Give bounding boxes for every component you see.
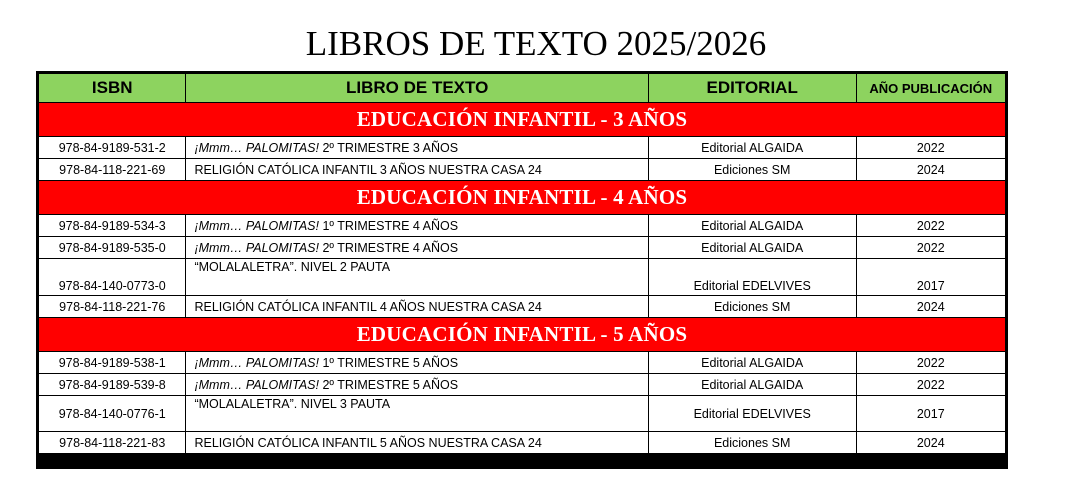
editorial-cell: Ediciones SM	[649, 159, 856, 180]
table-row	[39, 215, 1005, 236]
year-cell: 2022	[857, 215, 1005, 236]
table-row	[39, 396, 1005, 431]
table-row	[39, 237, 1005, 258]
title-italic: ¡Mmm… PALOMITAS!	[194, 240, 319, 255]
year-cell: 2024	[857, 296, 1005, 317]
books-table	[38, 73, 1006, 454]
table-row	[39, 432, 1005, 453]
title-text: 2º TRIMESTRE 5 AÑOS	[319, 377, 459, 392]
table-row	[39, 352, 1005, 373]
year-cell: 2017	[857, 259, 1005, 295]
title-cell	[186, 432, 647, 453]
title-cell	[186, 215, 647, 236]
title-cell	[186, 259, 647, 295]
editorial-cell: Editorial ALGAIDA	[649, 215, 856, 236]
title-cell	[186, 374, 647, 395]
editorial-cell: Editorial ALGAIDA	[649, 237, 856, 258]
title-text: RELIGIÓN CATÓLICA INFANTIL 5 AÑOS NUESTRA CASA 24	[194, 435, 542, 450]
header-row	[39, 74, 1005, 102]
title-cell	[186, 159, 647, 180]
year-cell: 2022	[857, 137, 1005, 158]
title-text: 1º TRIMESTRE 5 AÑOS	[319, 355, 459, 370]
title-text: RELIGIÓN CATÓLICA INFANTIL 3 AÑOS NUESTRA CASA 24	[194, 162, 542, 177]
year-cell: 2022	[857, 374, 1005, 395]
isbn-cell: 978-84-140-0773-0	[39, 259, 185, 295]
title-cell	[186, 237, 647, 258]
title-italic: ¡Mmm… PALOMITAS!	[194, 218, 319, 233]
title-cell	[186, 352, 647, 373]
section-row	[39, 181, 1005, 214]
editorial-cell: Editorial ALGAIDA	[649, 374, 856, 395]
table-row	[39, 159, 1005, 180]
editorial-cell: Editorial ALGAIDA	[649, 352, 856, 373]
title-text: 2º TRIMESTRE 3 AÑOS	[319, 140, 459, 155]
section-title-3-anos: EDUCACIÓN INFANTIL - 3 AÑOS	[39, 103, 1005, 136]
title-text: “MOLALALETRA”. NIVEL 3 PAUTA	[194, 397, 391, 411]
year-cell: 2017	[857, 396, 1005, 431]
header-isbn: ISBN	[39, 74, 185, 102]
editorial-cell: Ediciones SM	[649, 296, 856, 317]
isbn-cell: 978-84-140-0776-1	[39, 396, 185, 431]
section-title-5-anos: EDUCACIÓN INFANTIL - 5 AÑOS	[39, 318, 1005, 351]
title-italic: ¡Mmm… PALOMITAS!	[194, 377, 319, 392]
title-italic: ¡Mmm… PALOMITAS!	[194, 355, 319, 370]
page-title: LIBROS DE TEXTO 2025/2026	[305, 24, 767, 63]
title-cell	[186, 137, 647, 158]
isbn-cell: 978-84-9189-531-2	[39, 137, 185, 158]
isbn-cell: 978-84-9189-538-1	[39, 352, 185, 373]
section-row	[39, 103, 1005, 136]
table-row	[39, 374, 1005, 395]
title-text: 2º TRIMESTRE 4 AÑOS	[319, 240, 459, 255]
table-row	[39, 296, 1005, 317]
year-cell: 2024	[857, 432, 1005, 453]
year-cell: 2022	[857, 237, 1005, 258]
isbn-cell: 978-84-118-221-76	[39, 296, 185, 317]
section-title-4-anos: EDUCACIÓN INFANTIL - 4 AÑOS	[39, 181, 1005, 214]
year-cell: 2022	[857, 352, 1005, 373]
title-cell	[186, 396, 647, 431]
isbn-cell: 978-84-9189-534-3	[39, 215, 185, 236]
table-row	[39, 259, 1005, 295]
editorial-cell: Ediciones SM	[649, 432, 856, 453]
isbn-cell: 978-84-9189-535-0	[39, 237, 185, 258]
table-row	[39, 137, 1005, 158]
header-editorial: EDITORIAL	[649, 74, 856, 102]
title-italic: ¡Mmm… PALOMITAS!	[194, 140, 319, 155]
editorial-cell: Editorial EDELVIVES	[649, 396, 856, 431]
isbn-cell: 978-84-9189-539-8	[39, 374, 185, 395]
year-cell: 2024	[857, 159, 1005, 180]
title-text: “MOLALALETRA”. NIVEL 2 PAUTA	[194, 260, 391, 274]
editorial-cell: Editorial ALGAIDA	[649, 137, 856, 158]
isbn-cell: 978-84-118-221-69	[39, 159, 185, 180]
header-title: LIBRO DE TEXTO	[186, 74, 647, 102]
header-year: AÑO PUBLICACIÓN	[857, 74, 1005, 102]
title-text: 1º TRIMESTRE 4 AÑOS	[319, 218, 459, 233]
section-row	[39, 318, 1005, 351]
isbn-cell: 978-84-118-221-83	[39, 432, 185, 453]
title-cell	[186, 296, 647, 317]
editorial-cell: Editorial EDELVIVES	[649, 259, 856, 295]
title-text: RELIGIÓN CATÓLICA INFANTIL 4 AÑOS NUESTRA CASA 24	[194, 299, 542, 314]
